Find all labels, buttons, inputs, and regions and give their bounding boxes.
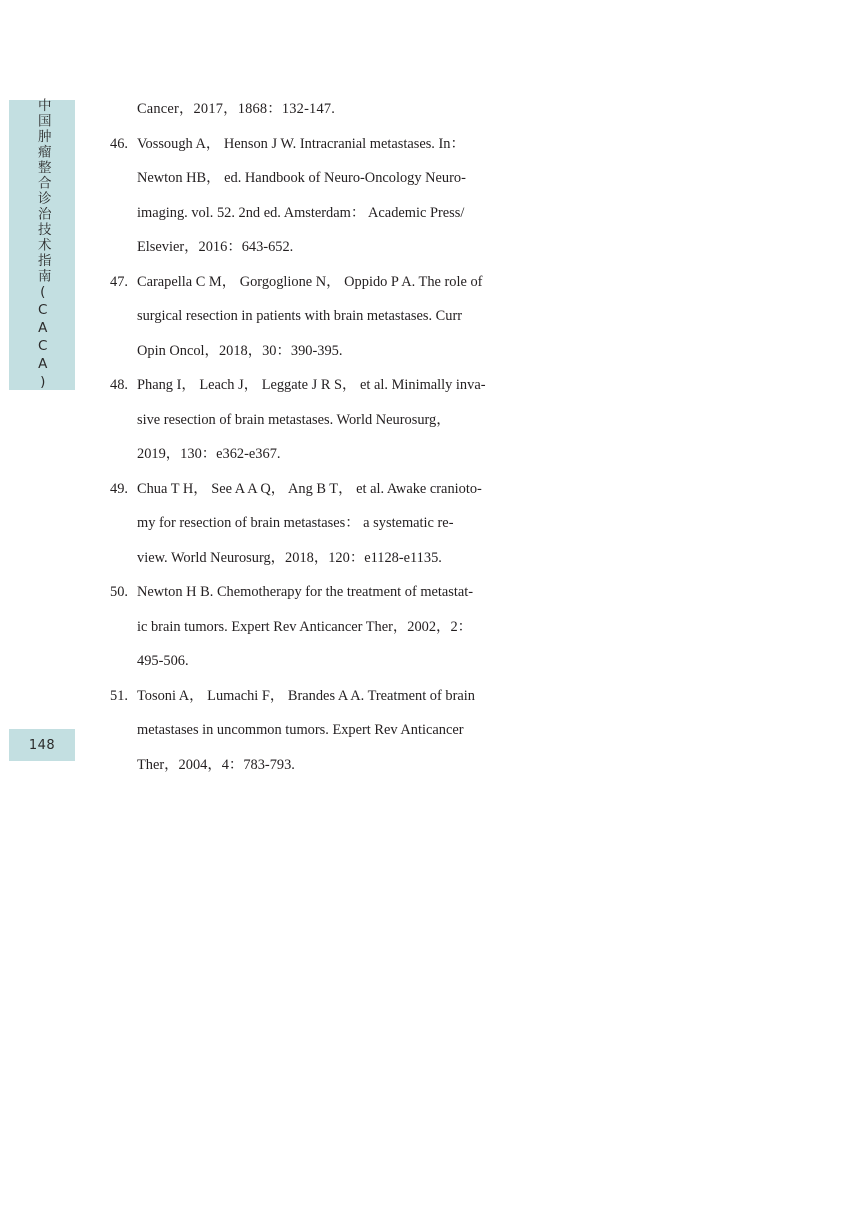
- reference-line: Opin Oncol，2018，30：390-395.: [137, 342, 343, 359]
- reference-number: 50.: [110, 584, 128, 600]
- reference-text: [137, 575, 518, 679]
- reference-number: 49.: [110, 480, 128, 497]
- reference-item: [110, 679, 518, 783]
- reference-number: 48.: [110, 377, 128, 393]
- reference-line: Elsevier，2016：643-652.: [137, 239, 294, 255]
- reference-item: [110, 472, 518, 576]
- reference-line: Vossough A， Henson J W. Intracranial metastases. In：: [137, 135, 465, 152]
- reference-text: [137, 265, 518, 369]
- reference-line: Ther，2004，4：783-793.: [137, 756, 295, 773]
- reference-text: [137, 368, 518, 472]
- reference-line: Tosoni A， Lumachi F， Brandes A A. Treatment of brain: [137, 687, 475, 704]
- reference-item: [110, 575, 518, 679]
- reference-line: Newton HB， ed. Handbook of Neuro-Oncology Neuro-: [137, 170, 466, 186]
- reference-line: my for resection of brain metastases： a systematic re-: [137, 515, 454, 531]
- reference-line: Chua T H， See A A Q， Ang B T， et al. Awake cranioto-: [137, 480, 482, 497]
- reference-item: [110, 368, 518, 472]
- reference-number: 51.: [110, 687, 128, 704]
- reference-line: 2019，130：e362-e367.: [137, 446, 281, 462]
- reference-number: 47.: [110, 273, 128, 290]
- side-running-head-tab: [9, 100, 75, 390]
- reference-line: imaging. vol. 52. 2nd ed. Amsterdam： Academic Press/: [137, 204, 465, 221]
- reference-item: [110, 265, 518, 369]
- page-number: 148: [28, 737, 56, 753]
- page-number-block: [9, 729, 75, 761]
- reference-list: [110, 92, 518, 782]
- reference-line: ic brain tumors. Expert Rev Anticancer Ther，2002，2：: [137, 618, 473, 635]
- reference-item: [110, 127, 518, 265]
- reference-line: metastases in uncommon tumors. Expert Rev Anticancer: [137, 722, 464, 738]
- reference-line: Phang I， Leach J， Leggate J R S， et al. Minimally inva-: [137, 377, 486, 393]
- reference-line: Carapella C M， Gorgoglione N， Oppido P A. The role of: [137, 273, 483, 290]
- reference-line: view. World Neurosurg，2018，120：e1128-e1135.: [137, 549, 442, 566]
- reference-line: Newton H B. Chemotherapy for the treatment of metastat-: [137, 584, 474, 600]
- reference-line: sive resection of brain metastases. World Neurosurg，: [137, 411, 451, 428]
- reference-text: [137, 472, 518, 576]
- reference-line: 495-506.: [137, 653, 189, 669]
- reference-number: 46.: [110, 135, 128, 152]
- side-running-head-text: 中国肿瘤整合诊治技术指南(CACA): [34, 98, 51, 392]
- reference-text: [137, 679, 518, 783]
- reference-text: [137, 127, 518, 265]
- continued-reference-line: Cancer，2017，1868：132-147.: [137, 101, 336, 117]
- reference-line: surgical resection in patients with brain metastases. Curr: [137, 308, 463, 324]
